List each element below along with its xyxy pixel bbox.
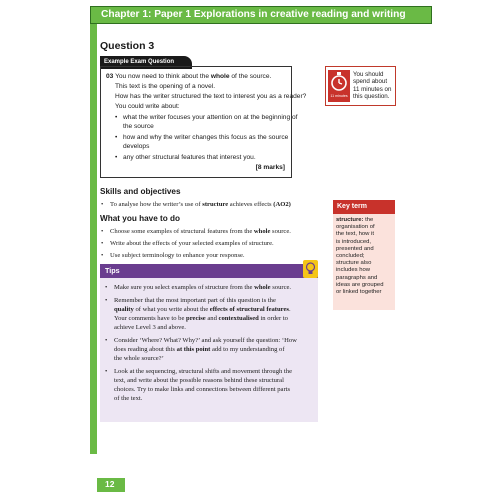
exam-question-box <box>100 66 307 178</box>
chapter-side-bar <box>90 24 97 454</box>
tip-4-line-4: of the text. <box>114 395 143 402</box>
tips-header: Tips <box>100 264 318 278</box>
key-term-box <box>333 214 395 310</box>
chapter-header <box>90 6 432 24</box>
tip-3-line-3: the whole source?’ <box>114 355 164 362</box>
todo-bullet-3: • Use subject terminology to enhance your response. <box>110 251 245 260</box>
page-number: 12 <box>97 478 125 492</box>
question-line-1: 03 You now need to think about the whole of the source. <box>106 73 272 80</box>
stopwatch-icon <box>328 70 350 102</box>
question-bullet-1a: • what the writer focuses your attention on at the beginning of <box>123 113 297 122</box>
question-line-3: How has the writer structured the text to interest you as a reader? <box>115 93 307 100</box>
question-line-2: This text is the opening of a novel. <box>115 83 216 90</box>
tip-3-line-2: does reading about this at this point add to my understanding of <box>114 346 285 353</box>
question-bullet-2a: • how and why the writer changes this focus as the source <box>123 133 288 142</box>
timing-advice: You should spend about 11 minutes on this question. <box>353 71 392 101</box>
tip-2-line-1: • Remember that the most important part of this question is the <box>114 296 276 305</box>
question-bullet-2b: develops <box>123 143 150 150</box>
svg-text:11 minutes: 11 minutes <box>330 94 348 98</box>
question-title: Question 3 <box>100 40 155 52</box>
tip-4-line-2: text, and write about the possible reasons behind these structural <box>114 377 284 384</box>
todo-bullet-2: • Write about the effects of your selected examples of structure. <box>110 239 274 248</box>
tip-4-line-1: • Look at the sequencing, structural shifts and movement through the <box>114 367 292 376</box>
question-bullet-1b: the source <box>123 123 154 130</box>
todo-bullet-1: • Choose some examples of structural features from the whole source. <box>110 227 291 236</box>
question-bullet-3: • any other structural features that interest you. <box>123 153 256 162</box>
timing-box <box>325 66 396 106</box>
todo-heading: What you have to do <box>100 214 181 223</box>
skills-heading: Skills and objectives <box>100 187 181 196</box>
example-exam-label: Example Exam Question <box>100 56 192 69</box>
tip-2-line-3: Your comments have to be precise and contextualised in order to <box>114 315 288 322</box>
question-line-4: You could write about: <box>115 103 180 110</box>
lightbulb-icon <box>303 260 318 278</box>
tip-2-line-4: achieve Level 3 and above. <box>114 324 186 331</box>
chapter-title: Chapter 1: Paper 1 Explorations in creative reading and writing <box>101 9 406 20</box>
marks-label: [8 marks] <box>255 164 285 171</box>
tips-box <box>100 278 318 422</box>
tip-1: • Make sure you select examples of structure from the whole source. <box>114 283 291 292</box>
tip-3-line-1: • Consider ‘Where? What? Why?’ and ask yourself the question: ‘How <box>114 336 297 345</box>
key-term-header: Key term <box>333 200 395 214</box>
key-term-definition: structure: the organisation of the text, how it is introduced, presented and concluded; structure also includes how paragraphs and ideas are grouped or linked together <box>336 217 384 296</box>
skills-bullet-1: • To analyse how the writer’s use of structure achieves effects (AO2) <box>110 200 291 209</box>
tip-4-line-3: choices. Try to make links and connections between different parts <box>114 386 291 393</box>
tip-2-line-2: quality of what you write about the effects of structural features. <box>114 306 291 313</box>
